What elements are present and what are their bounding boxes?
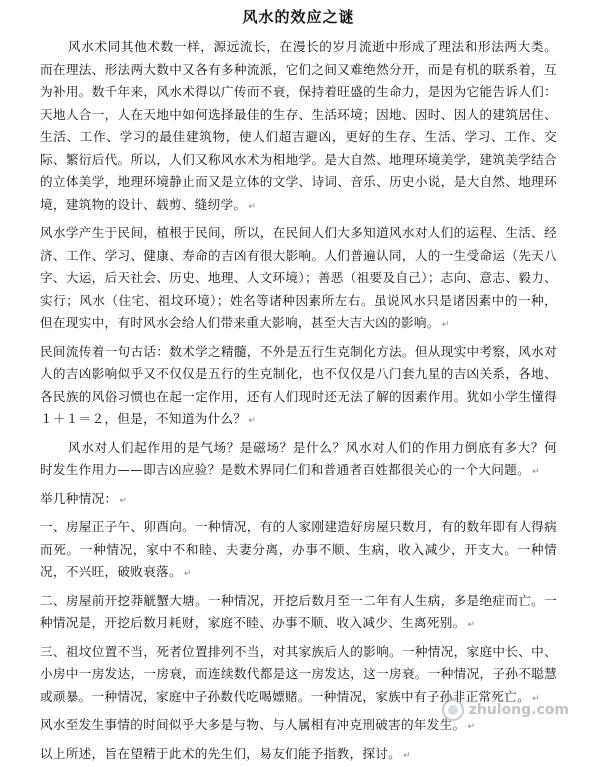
paragraph-mark-icon: ↵ <box>248 202 256 212</box>
paragraph-9: 风水至发生事情的时间似乎大多是与物、与人属相有冲克刑破害的年发生。 ↵ <box>40 714 557 739</box>
paragraph-mark-icon: ↵ <box>184 569 192 579</box>
paragraph-mark-icon: ↵ <box>532 694 540 704</box>
paragraph-10: 以上所述，旨在望精于此术的先生们，易友们能予指教，探讨。 ↵ <box>40 743 557 767</box>
paragraph-6: 一、房屋正子午、卯酉向。一种情况，有的人家刚建造好房屋只数月，有的数年即有人得病而死。一种情况，家中不和睦、夫妻分离，办事不顺、生病，收入减少，开支大。一种情况，不兴旺，破败衰落。 ↵ <box>40 516 557 586</box>
paragraph-mark-icon: ↵ <box>442 320 450 330</box>
document-title: 风水的效应之谜 <box>40 6 557 28</box>
paragraph-8: 三、祖坟位置不当，死者位置排列不当，对其家族后人的影响。一种情况，家庭中长、中、小房中一房发达，一房衰，而连续数代都是这一房发达，这一房衰。一种情况，子孙不聪慧或顽暴。一种情况，家庭中子孙数代吃喝嫖赌。一种情况，家族中有子孙非正常死亡。 ↵ <box>40 641 557 711</box>
paragraph-3: 民间流传着一句古话：数术学之精髓，不外是五行生克制化方法。但从现实中考察，风水对人的吉凶影响似乎又不仅仅是五行的生克制化，也不仅仅是八门套九星的吉凶关系，各地、各民族的风俗习惯也在起一定作用，还有人们现时还无法了解的因素作用。犹如小学生懂得１＋１＝２，但是，不知道为什么？ ↵ <box>40 341 557 433</box>
paragraph-mark-icon: ↵ <box>403 751 411 761</box>
paragraph-1: 风水术同其他术数一样，源远流长，在漫长的岁月流逝中形成了理法和形法两大类。而在理法、形法两大数中又各有多种流派，它们之间又难绝然分开，而是有机的联系着，互为补用。数千年来，风水术得以广传而不衰，保持着旺盛的生命力，是因为它能告诉人们：天地人合一，人在天地中如何选择最佳的生存、生活环境；因地、因时、因人的建筑居住、生活、工作、学习的最佳建筑物，使人们超吉避凶，更好的生存、生活、学习、工作、交际、繁衍后代。所以，人们又称风水术为相地学。是大自然、地理环境美学，建筑美学结合的立体美学，地理环境静止而又是立体的文学、诗词、音乐、历史小说，是大自然、地理环境，建筑物的设计、载剪、缝纫学。 ↵ <box>40 36 557 218</box>
watermark-logo-icon <box>442 699 464 721</box>
watermark-text: zhulong.com <box>469 702 569 718</box>
paragraph-4: 风水对人们起作用的是气场？是磁场？是什么？风水对人们的作用力倒底有多大？何时发生作用力——即吉凶应验？是数术界同仁们和普通者百姓都很关心的一个大问题。 ↵ <box>40 437 557 484</box>
paragraph-mark-icon: ↵ <box>468 620 476 630</box>
paragraph-mark-icon: ↵ <box>248 416 256 426</box>
paragraph-7: 二、房屋前开挖莽觥蟹大塘。一种情况，开挖后数月至一二年有人生病，多是绝症而亡。一种情况是，开挖后数月耗财，家庭不睦、办事不顺、收入减少、生离死别。 ↵ <box>40 590 557 637</box>
paragraph-5: 举几种情况： ↵ <box>40 488 557 513</box>
paragraph-2: 风水学产生于民间，植根于民间，所以，在民间人们大多知道风水对人们的运程、生活、经济、工作、学习、健康、寿命的吉凶有很大影响。人们普遍认同，人的一生受命运（先天八字、大运，后天社会、历史、地理、人文环境）；善恶（祖要及自己）；志向、意志、毅力、实行；风水（住宅、祖坟环境）；姓名等诸种因素所左右。虽说风水只是诸因素中的一种，但在现实中，有时风水会给人们带来重大影响，甚至大吉大凶的影响。 ↵ <box>40 222 557 337</box>
paragraph-mark-icon: ↵ <box>532 467 540 477</box>
paragraph-mark-icon: ↵ <box>468 722 476 732</box>
paragraph-mark-icon: ↵ <box>119 496 127 506</box>
watermark <box>442 699 569 721</box>
